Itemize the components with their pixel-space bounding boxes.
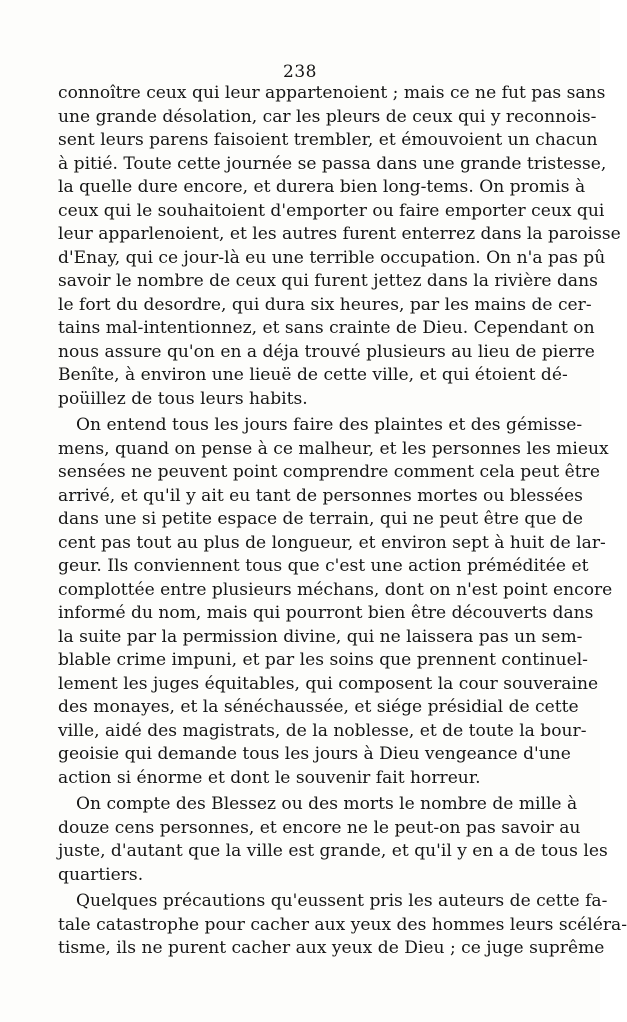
text-line: poüillez de tous leurs habits. xyxy=(58,388,308,409)
text-line: dans une si petite espace de terrain, qui ne peut être que de xyxy=(58,509,583,529)
text-line: arrivé, et qu'il y ait eu tant de personnes mortes ou blessées xyxy=(58,485,583,506)
text-line: des monayes, et la sénéchaussée, et siége présidial de cette xyxy=(58,697,579,717)
body-text xyxy=(58,82,627,964)
text-line: douze cens personnes, et encore ne le peut-on pas savoir au xyxy=(58,817,581,838)
paragraph xyxy=(58,82,621,411)
text-line: ville, aidé des magistrats, de la noblesse, et de toute la bour- xyxy=(58,720,587,741)
text-line: Benîte, à environ une lieuë de cette ville, et qui étoient dé- xyxy=(58,365,568,385)
text-line: quartiers. xyxy=(58,864,144,885)
text-line: action si énorme et dont le souvenir fait horreur. xyxy=(58,767,481,788)
text-line: tains mal-intentionnez, et sans crainte de Dieu. Cependant on xyxy=(58,318,595,338)
text-line: geur. Ils conviennent tous que c'est une action préméditée et xyxy=(58,556,589,576)
text-line: On compte des Blessez ou des morts le nombre de mille à xyxy=(76,794,578,814)
text-line: lement les juges équitables, qui composent la cour souveraine xyxy=(58,673,599,694)
text-line: la quelle dure encore, et durera bien long-tems. On promis à xyxy=(58,177,586,197)
text-line: complottée entre plusieurs méchans, dont on n'est point encore xyxy=(58,579,613,600)
text-line: cent pas tout au plus de longueur, et environ sept à huit de lar- xyxy=(58,532,606,553)
paragraph xyxy=(58,414,613,790)
text-line: nous assure qu'on en a déja trouvé plusieurs au lieu de pierre xyxy=(58,341,595,362)
text-line: blable crime impuni, et par les soins que prennent continuel- xyxy=(58,650,588,670)
paragraph xyxy=(58,890,627,961)
page-number: 238 xyxy=(283,62,317,82)
text-line: juste, d'autant que la ville est grande, et qu'il y en a de tous les xyxy=(58,841,608,861)
text-line: geoisie qui demande tous les jours à Dieu vengeance d'une xyxy=(58,744,571,764)
text-line: ceux qui le souhaitoient d'emporter ou faire emporter ceux qui xyxy=(58,200,605,221)
text-line: savoir le nombre de ceux qui furent jettez dans la rivière dans xyxy=(58,271,598,291)
text-line: informé du nom, mais qui pourront bien être découverts dans xyxy=(58,603,594,623)
text-line: tisme, ils ne purent cacher aux yeux de Dieu ; ce juge suprême xyxy=(58,938,605,958)
text-line: sent leurs parens faisoient trembler, et émouvoient un chacun xyxy=(58,130,598,150)
paragraph xyxy=(58,793,608,887)
text-line: Quelques précautions qu'eussent pris les auteurs de cette fa- xyxy=(76,891,608,911)
text-line: à pitié. Toute cette journée se passa dans une grande tristesse, xyxy=(58,153,607,174)
text-line: la suite par la permission divine, qui ne laissera pas un sem- xyxy=(58,626,583,647)
text-line: d'Enay, qui ce jour-là eu une terrible occupation. On n'a pas pû xyxy=(58,247,606,268)
text-line: On entend tous les jours faire des plaintes et des gémisse- xyxy=(76,415,583,435)
text-line: sensées ne peuvent point comprendre comment cela peut être xyxy=(58,462,600,482)
text-line: le fort du desordre, qui dura six heures, par les mains de cer- xyxy=(58,294,592,315)
text-line: tale catastrophe pour cacher aux yeux des hommes leurs scéléra- xyxy=(58,914,627,935)
text-line: mens, quand on pense à ce malheur, et les personnes les mieux xyxy=(58,438,609,459)
text-line: une grande désolation, car les pleurs de ceux qui y reconnois- xyxy=(58,106,597,127)
text-line: connoître ceux qui leur appartenoient ; mais ce ne fut pas sans xyxy=(58,83,606,103)
text-line: leur apparlenoient, et les autres furent enterrez dans la paroisse xyxy=(58,224,621,244)
